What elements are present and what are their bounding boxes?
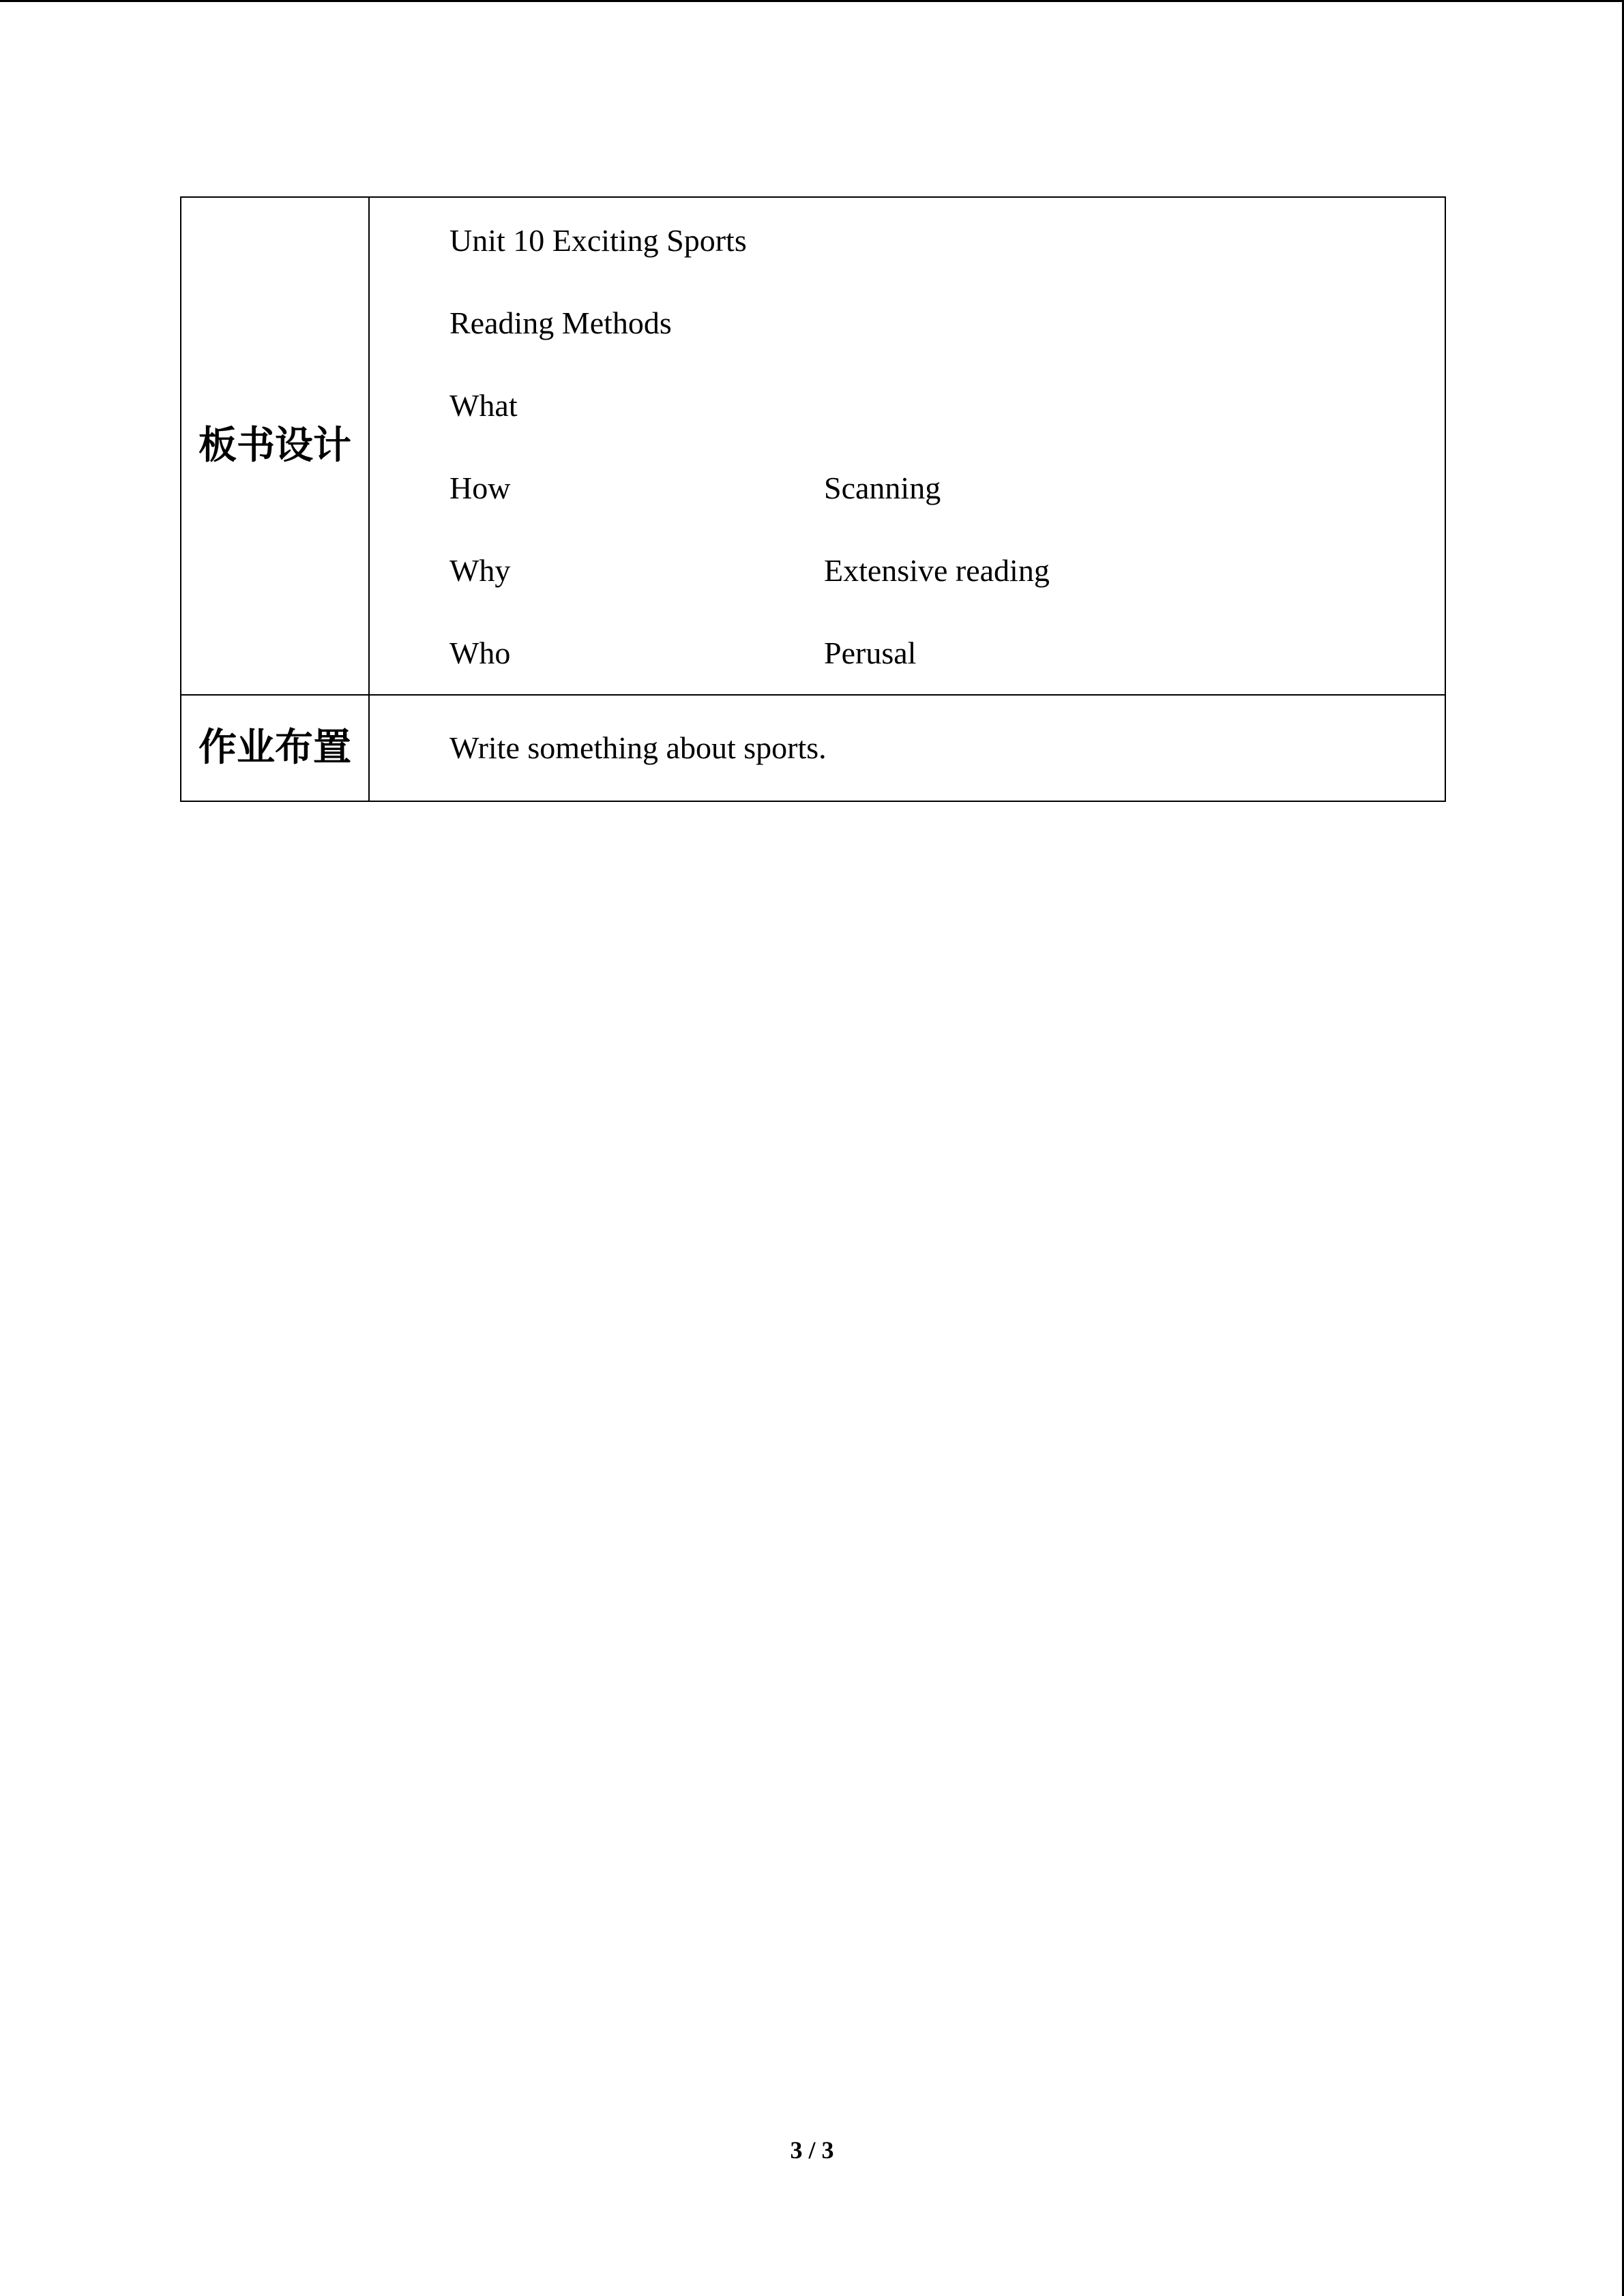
board-method-extensive-reading: Extensive reading	[824, 553, 1050, 588]
homework-text: Write something about sports.	[449, 730, 827, 765]
homework-label: 作业布置	[181, 695, 369, 801]
board-design-content	[370, 198, 1445, 694]
board-design-label: 板书设计	[181, 197, 369, 695]
board-method-perusal: Perusal	[824, 636, 917, 670]
page-number: 3 / 3	[790, 2136, 834, 2164]
board-design-cell	[369, 197, 1445, 695]
board-title: Unit 10 Exciting Sports	[449, 223, 747, 258]
homework-cell	[369, 695, 1445, 801]
lesson-plan-table	[180, 196, 1446, 802]
board-question-how: How	[449, 471, 511, 505]
homework-row	[181, 695, 1445, 801]
board-question-what: What	[449, 388, 518, 423]
board-subtitle: Reading Methods	[449, 305, 672, 340]
board-question-why: Why	[449, 553, 511, 588]
board-method-scanning: Scanning	[824, 471, 941, 505]
page-top-border	[0, 0, 1624, 2]
board-design-row	[181, 197, 1445, 695]
board-question-who: Who	[449, 636, 511, 670]
